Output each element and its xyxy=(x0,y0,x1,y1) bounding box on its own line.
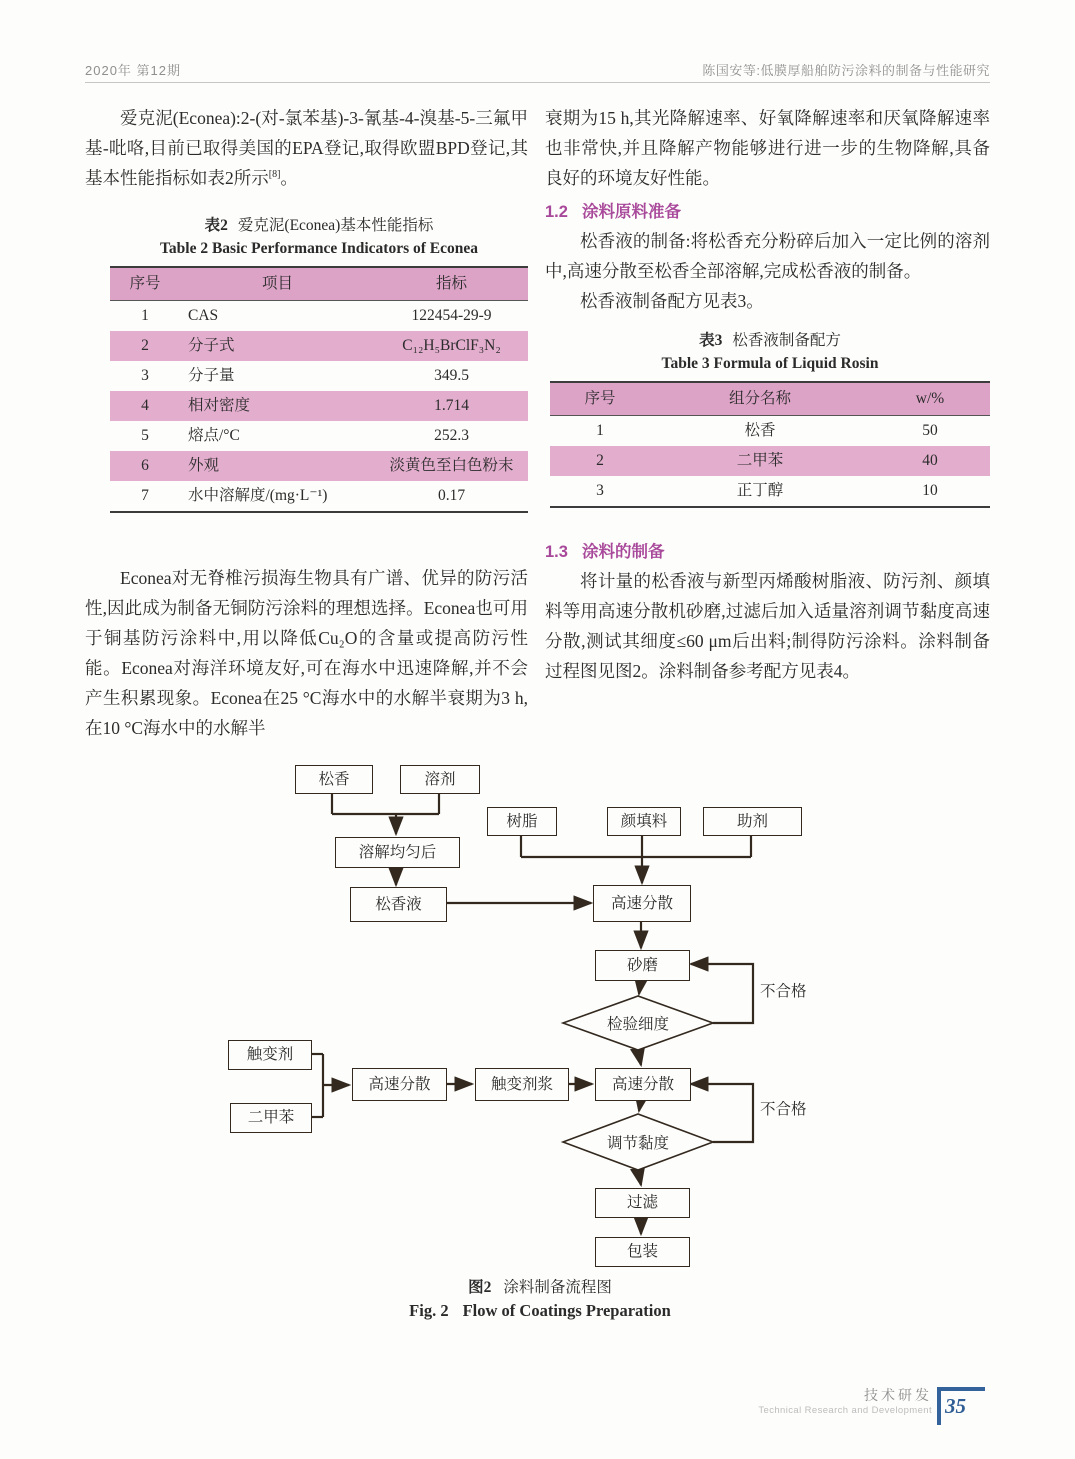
table-cell: 水中溶解度/(mg·L⁻¹) xyxy=(188,487,328,504)
page-header xyxy=(85,60,990,80)
column-header: w/% xyxy=(870,382,990,416)
table2-label: 表2 xyxy=(204,217,228,234)
table-cell: 二甲苯 xyxy=(736,452,784,469)
table-row xyxy=(550,446,990,476)
right-column xyxy=(545,103,990,686)
flow-node-thixotropic-slurry: 触变剂浆 xyxy=(475,1068,569,1101)
paragraph-econea-properties: Econea对无脊椎污损海生物具有广谱、优异的防污活性,因此成为制备无铜防污涂料的理想选择。Econea也可用于铜基防污涂料中,用以降低Cu₂O的含量或提高防污性能。Econea对海洋环境友好,可在海水中迅速降解,并不会产生积累现象。Econea在25 °C海水中的水解半衰期为3 h,在10 °C海水中的水解半 xyxy=(85,568,528,738)
table-cell: 1.714 xyxy=(434,397,469,414)
flow-node-sand-mill: 砂磨 xyxy=(595,950,690,981)
table-row xyxy=(110,451,528,481)
table2-title-en: Table 2 Basic Performance Indicators of Econea xyxy=(160,240,478,257)
column-header: 项目 xyxy=(180,267,375,301)
section-number: 1.2 xyxy=(545,203,568,221)
column-header: 指标 xyxy=(375,267,528,301)
flow-fail-label-1: 不合格 xyxy=(760,983,807,1000)
table-row xyxy=(110,481,528,512)
paragraph-degradation: 衰期为15 h,其光降解速率、好氧降解速率和厌氧降解速率也非常快,并且降解产物能够进行进一步的生物降解,具备良好的环境友好性能。 xyxy=(545,108,990,188)
section-heading-1-3 xyxy=(545,538,990,566)
table3-label: 表3 xyxy=(699,332,723,349)
flow-decision-check-fineness-label: 检验细度 xyxy=(606,1016,669,1033)
table-cell: 6 xyxy=(141,457,149,474)
table-cell: CAS xyxy=(188,307,219,324)
table-cell: 1 xyxy=(596,422,604,439)
column-header: 组分名称 xyxy=(650,382,870,416)
paragraph-rosin-preparation: 松香液的制备:将松香充分粉碎后加入一定比例的溶剂中,高速分散至松香全部溶解,完成松香液的制备。 xyxy=(545,231,990,281)
flow-decision-adjust-viscosity-label: 调节黏度 xyxy=(606,1135,669,1152)
table-cell: 相对密度 xyxy=(188,397,251,414)
flow-fail-label-2: 不合格 xyxy=(760,1101,807,1118)
table-cell: 349.5 xyxy=(434,367,469,384)
table-cell: 3 xyxy=(141,367,149,384)
table-cell: 分子量 xyxy=(188,367,235,384)
table-cell: 4 xyxy=(141,397,149,414)
flow-node-pigment-filler: 颜填料 xyxy=(607,807,681,836)
flow-node-high-speed-disperse-2: 高速分散 xyxy=(352,1068,447,1101)
flow-node-high-speed-disperse-1: 高速分散 xyxy=(593,885,691,922)
table-cell: 正丁醇 xyxy=(736,482,784,499)
citation-ref: [8] xyxy=(268,169,281,181)
table3-title-zh xyxy=(550,329,990,352)
table3 xyxy=(550,381,990,508)
table-row xyxy=(550,476,990,507)
table-cell: 50 xyxy=(922,422,938,439)
table2-header-row xyxy=(110,267,528,301)
section-number: 1.3 xyxy=(545,543,568,561)
figure2-en-label: Fig. 2 xyxy=(409,1301,449,1320)
section-title: 涂料的制备 xyxy=(581,543,665,561)
table2-title-zh xyxy=(110,214,528,237)
left-column xyxy=(85,103,528,743)
table-cell: 0.17 xyxy=(437,487,466,504)
flow-node-rosin: 松香 xyxy=(295,765,373,794)
table-cell: 7 xyxy=(141,487,149,504)
figure2-caption-text: 涂料制备流程图 xyxy=(503,1279,612,1296)
table3-header-row xyxy=(550,382,990,416)
table-cell: 10 xyxy=(922,482,938,499)
table-row xyxy=(550,416,990,447)
figure2-label: 图2 xyxy=(468,1279,492,1296)
footer-section-en: Technical Research and Development xyxy=(758,1405,932,1416)
table-cell: 熔点/°C xyxy=(188,427,240,444)
footer-section-zh: 技术研发 xyxy=(864,1387,932,1403)
column-header: 序号 xyxy=(110,267,180,301)
column-header: 序号 xyxy=(550,382,650,416)
figure2-flowchart xyxy=(220,757,820,1277)
figure2-caption-zh xyxy=(240,1277,840,1299)
table-cell: 122454-29-9 xyxy=(411,307,492,324)
flow-node-resin: 树脂 xyxy=(487,807,557,836)
table2 xyxy=(110,266,528,513)
flow-node-high-speed-disperse-3: 高速分散 xyxy=(595,1068,691,1101)
paragraph-text: 爱克泥(Econea):2-(对-氯苯基)-3-氰基-4-溴基-5-三氟甲基-吡咯,目前已取得美国的EPA登记,取得欧盟BPD登记,其基本性能指标如表2所示 xyxy=(85,108,528,188)
table-cell: 外观 xyxy=(188,457,220,474)
header-rule xyxy=(85,82,990,83)
table2-title-text: 爱克泥(Econea)基本性能指标 xyxy=(237,217,434,234)
flow-node-dissolved-evenly: 溶解均匀后 xyxy=(335,837,460,868)
table-cell: 淡黄色至白色粉末 xyxy=(389,457,514,474)
flow-node-additive: 助剂 xyxy=(703,807,802,836)
table-cell: C₁₂H₅BrClF₃N₂ xyxy=(402,337,501,354)
header-running-title: 陈国安等:低膜厚船舶防污涂料的制备与性能研究 xyxy=(702,63,990,78)
section-title: 涂料原料准备 xyxy=(581,203,681,221)
footer-page-number: 35 xyxy=(945,1394,966,1418)
header-issue: 2020年 第12期 xyxy=(85,63,181,78)
paragraph-text: 。 xyxy=(280,168,298,188)
table-cell: 分子式 xyxy=(188,337,235,354)
flow-node-solvent: 溶剂 xyxy=(400,765,480,794)
section-heading-1-2 xyxy=(545,198,990,226)
flow-node-thixotropic-agent: 触变剂 xyxy=(228,1040,312,1070)
table-cell: 3 xyxy=(596,482,604,499)
table-cell: 252.3 xyxy=(434,427,469,444)
table-cell: 2 xyxy=(141,337,149,354)
paragraph-econea-intro xyxy=(85,103,528,193)
table-row xyxy=(110,361,528,391)
figure2-en-caption-text: Flow of Coatings Preparation xyxy=(462,1301,671,1320)
flow-node-filter: 过滤 xyxy=(595,1188,690,1218)
flow-node-xylene: 二甲苯 xyxy=(230,1103,312,1133)
table-row xyxy=(110,331,528,361)
table-row xyxy=(110,391,528,421)
flow-node-packaging: 包装 xyxy=(595,1237,690,1267)
figure2-caption-en xyxy=(240,1299,840,1323)
table-cell: 松香 xyxy=(744,422,776,439)
table-row xyxy=(110,301,528,332)
paragraph-see-table3: 松香液制备配方见表3。 xyxy=(580,291,764,311)
table3-title-en: Table 3 Formula of Liquid Rosin xyxy=(661,355,879,372)
paragraph-coating-preparation: 将计量的松香液与新型丙烯酸树脂液、防污剂、颜填料等用高速分散机砂磨,过滤后加入适量溶剂调节黏度高速分散,测试其细度≤60 μm后出料;制得防污涂料。涂料制备过程图见图2。涂料制备参考配方见表4。 xyxy=(545,571,990,681)
table-cell: 1 xyxy=(141,307,149,324)
table-cell: 2 xyxy=(596,452,604,469)
table-row xyxy=(110,421,528,451)
flow-node-rosin-liquid: 松香液 xyxy=(350,887,447,922)
table3-title-text: 松香液制备配方 xyxy=(732,332,841,349)
table-cell: 40 xyxy=(922,452,938,469)
table-cell: 5 xyxy=(141,427,149,444)
